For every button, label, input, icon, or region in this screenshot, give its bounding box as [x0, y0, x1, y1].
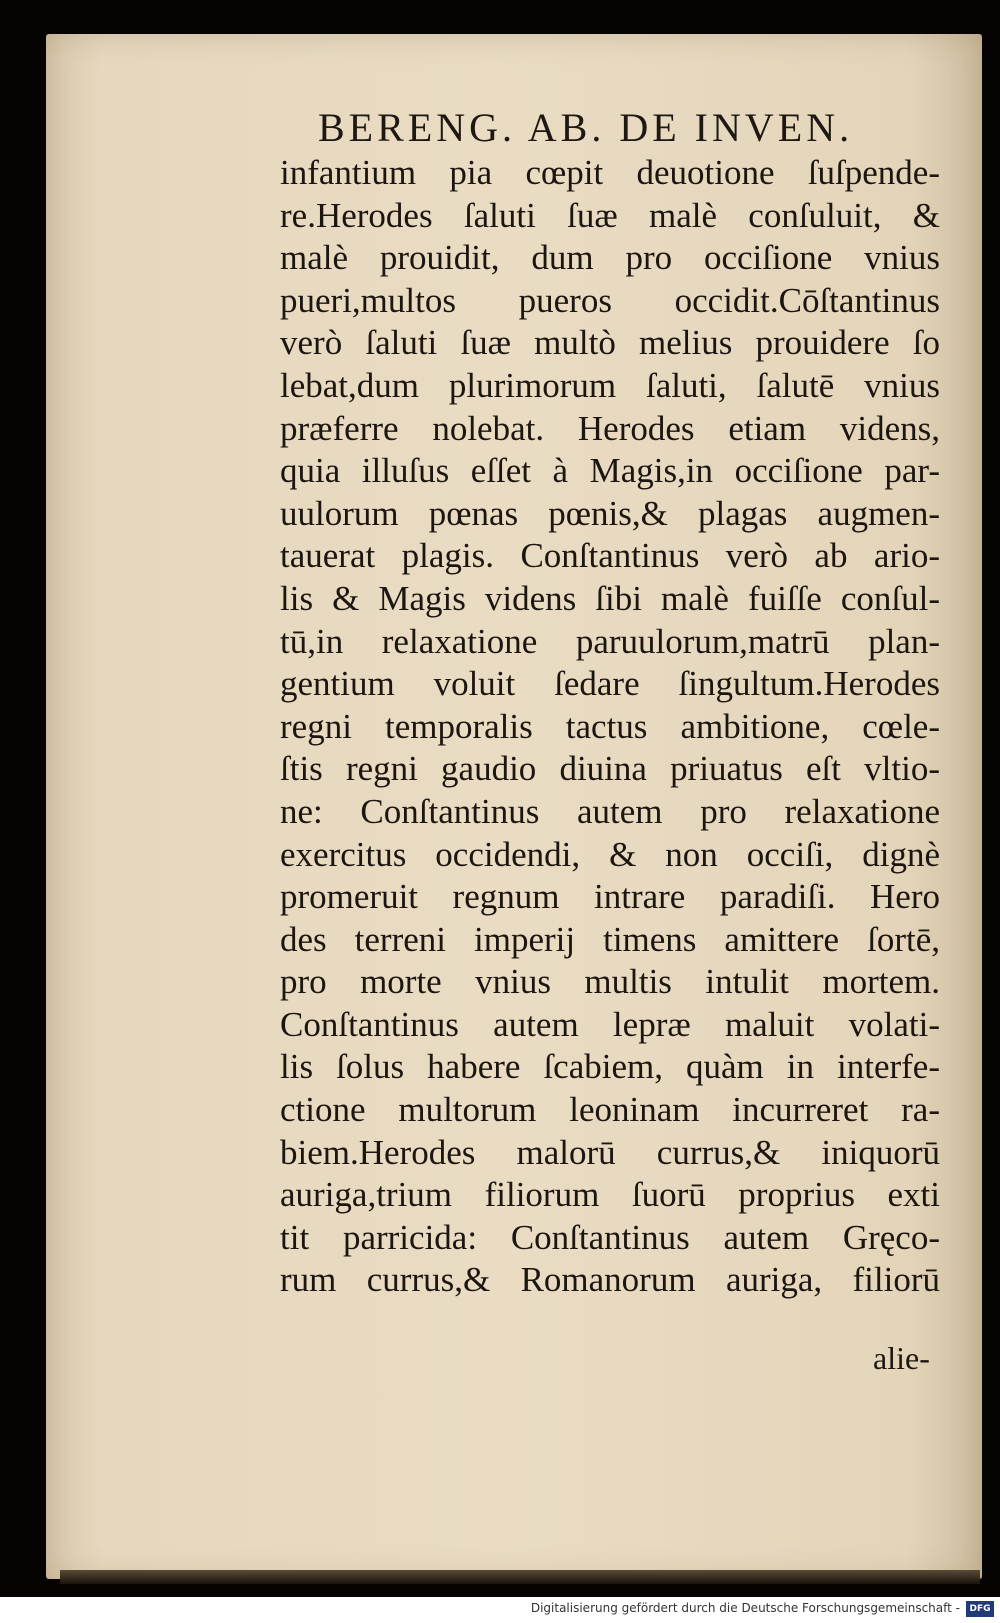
dfg-logo: DFG: [966, 1601, 994, 1617]
text-line: ſtis regni gaudio diuina priuatus eſt vltio-: [280, 749, 940, 789]
text-line: lis & Magis videns ſibi malè fuiſſe conſul-: [280, 578, 940, 618]
text-line: ctione multorum leoninam incurreret ra-: [280, 1090, 940, 1130]
text-line: biem.Herodes malorū currus,& iniquorū: [280, 1132, 940, 1172]
text-line: ne: Conſtantinus autem pro relaxatione: [280, 791, 940, 831]
text-line: lebat,dum plurimorum ſaluti, ſalutē vnius: [280, 365, 940, 405]
text-line: pro morte vnius multis intulit mortem.: [280, 962, 940, 1002]
text-line: tauerat plagis. Conſtantinus verò ab ario-: [280, 536, 940, 576]
text-line: auriga,trium filiorum ſuorū proprius exti: [280, 1175, 940, 1215]
text-line: tit parricida: Conſtantinus autem Gręco-: [280, 1217, 940, 1257]
text-line: rum currus,& Romanorum auriga, filiorū: [280, 1260, 940, 1300]
text-line: præferre nolebat. Herodes etiam videns,: [280, 408, 940, 448]
text-line: gentium voluit ſedare ſingultum.Herodes: [280, 664, 940, 704]
body-text: [280, 152, 940, 1302]
text-line: exercitus occidendi, & non occiſi, dignè: [280, 834, 940, 874]
page-bottom-shadow: [60, 1570, 980, 1584]
text-line: tū,in relaxatione paruulorum,matrū plan-: [280, 621, 940, 661]
running-head: BERENG. AB. DE INVEN.: [318, 105, 854, 150]
text-line: malè prouidit, dum pro occiſione vnius: [280, 238, 940, 278]
digitization-footer: [0, 1597, 1000, 1623]
text-line: verò ſaluti ſuæ multò melius prouidere ſo: [280, 323, 940, 363]
funding-credit: Digitalisierung gefördert durch die Deutsche Forschungsgemeinschaft -: [530, 1601, 960, 1615]
text-line: infantium pia cœpit deuotione ſuſpende-: [280, 153, 940, 192]
catchword: alie-: [873, 1340, 930, 1376]
text-line: lis ſolus habere ſcabiem, quàm in interfe-: [280, 1047, 940, 1087]
text-line: regni temporalis tactus ambitione, cœle-: [280, 706, 940, 746]
text-line: quia illuſus eſſet à Magis,in occiſione par-: [280, 451, 940, 491]
text-line: des terreni imperij timens amittere ſortē,: [280, 919, 940, 959]
text-line: pueri,multos pueros occidit.Cōſtantinus: [280, 280, 940, 320]
text-line: uulorum pœnas pœnis,& plagas augmen-: [280, 493, 940, 533]
text-line: Conſtantinus autem lepræ maluit volati-: [280, 1004, 940, 1044]
text-line: promeruit regnum intrare paradiſi. Hero: [280, 877, 940, 917]
text-line: re.Herodes ſaluti ſuæ malè conſuluit, &: [280, 195, 940, 235]
